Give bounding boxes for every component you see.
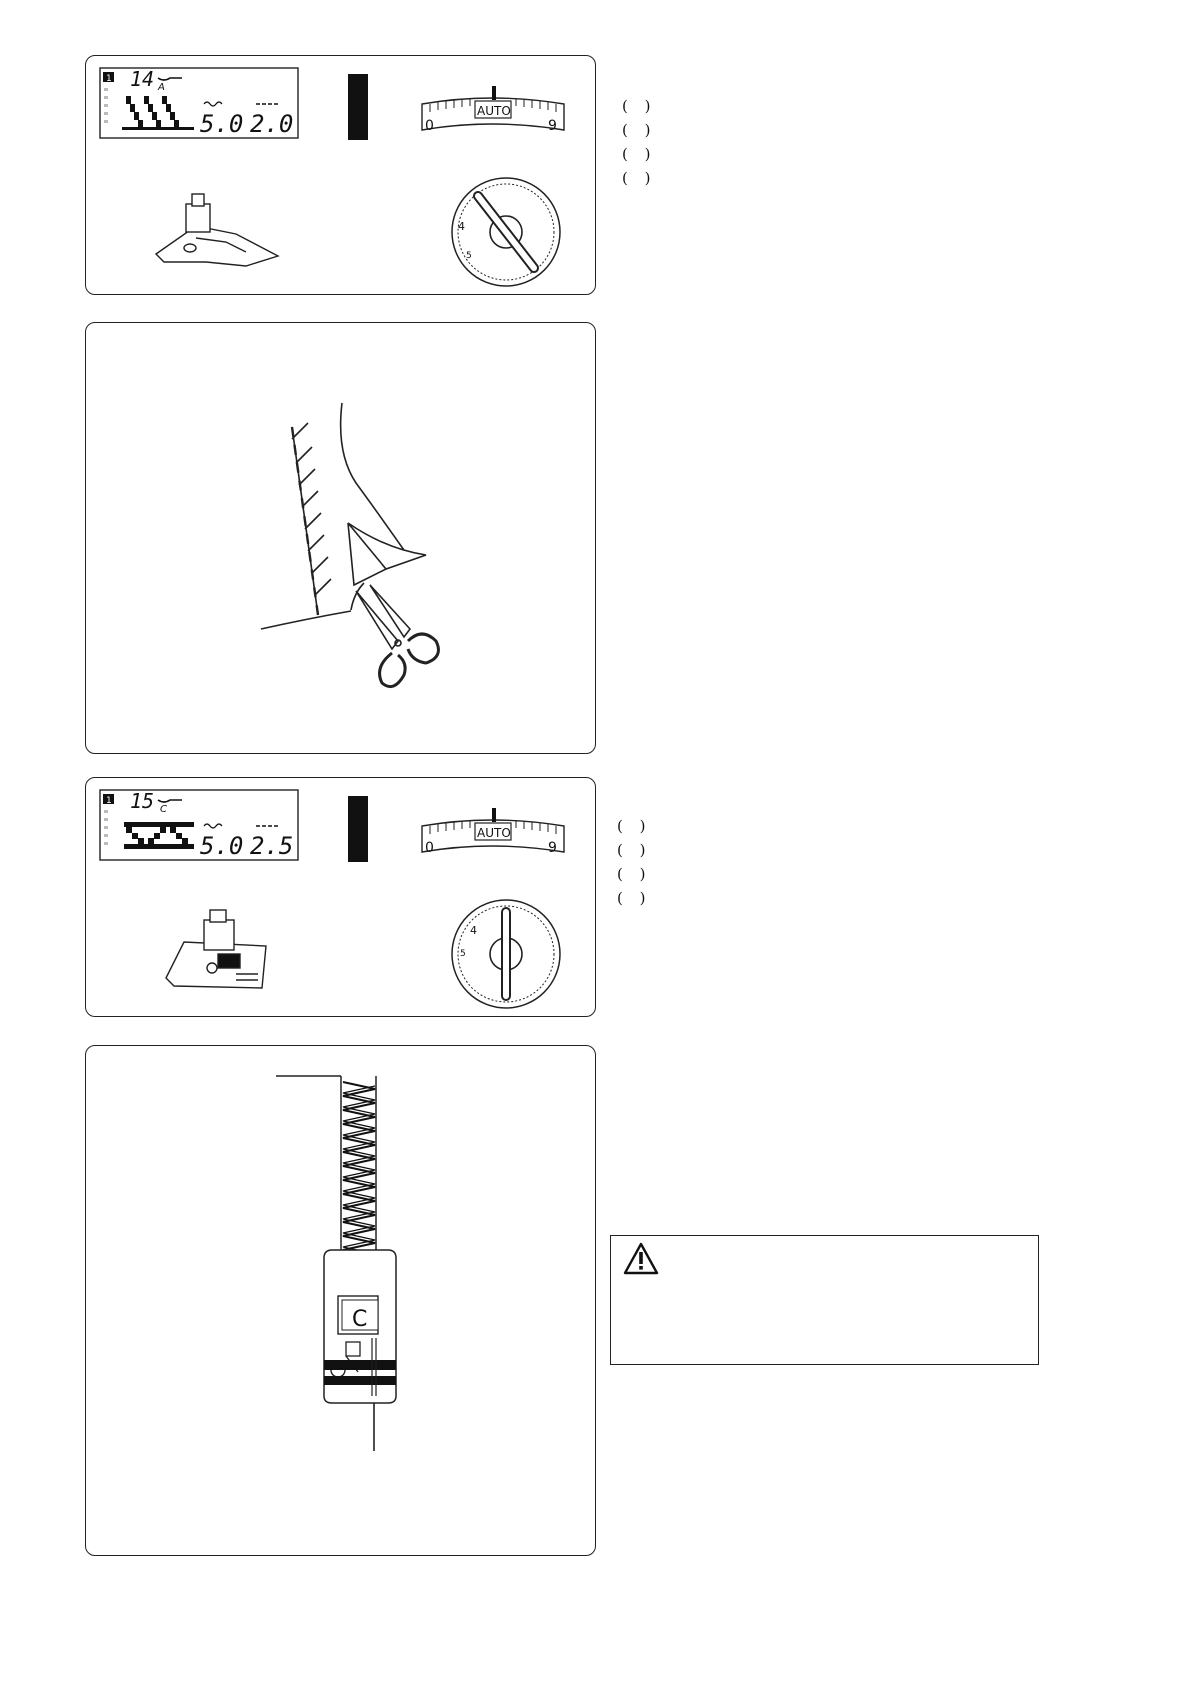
pattern-14-settings-panel (85, 55, 596, 295)
black-bar (348, 796, 368, 862)
stitch-length-knob (452, 178, 560, 286)
width-icon (204, 102, 222, 106)
warning-triangle-icon (623, 1242, 659, 1276)
dial-min-label: 0 (425, 840, 434, 856)
lcd-display (100, 67, 298, 138)
foot-c-icon (324, 1250, 396, 1403)
width-icon (204, 824, 222, 828)
paren-marker: ( ) (622, 97, 657, 115)
paren-marker: ( ) (622, 121, 657, 139)
lcd-foot-letter: C (160, 804, 167, 815)
paren-marker: ( ) (622, 169, 657, 187)
dial-max-label: 9 (548, 118, 557, 134)
dial-min-label: 0 (425, 118, 434, 134)
thread-icon (158, 78, 182, 80)
trimming-illustration-panel (85, 322, 596, 754)
knob-label-b: 5 (460, 949, 466, 959)
lcd-pattern-number: 14 (130, 67, 155, 91)
black-bar (348, 74, 368, 140)
thread-icon (158, 800, 182, 802)
lcd-width-value: 5.0 (200, 832, 244, 860)
knob-label-b: 5 (466, 251, 472, 261)
dial-max-label: 9 (548, 840, 557, 856)
pattern-14-illustration (86, 56, 597, 296)
dial-auto-label: AUTO (477, 104, 511, 118)
lcd-foot-letter: A (158, 82, 165, 93)
stitch-length-knob (452, 900, 560, 1008)
paren-marker: ( ) (617, 865, 652, 883)
tension-dial (422, 808, 564, 856)
knob-label-a: 4 (470, 924, 477, 937)
knob-label-a: 4 (458, 220, 465, 233)
presser-foot-a-icon (156, 194, 278, 266)
lcd-pattern-graphic (122, 96, 194, 130)
lcd-length-value: 2.0 (250, 110, 294, 138)
zigzag-stitch (343, 1082, 375, 1254)
lcd-display (100, 789, 298, 860)
overedge-foot-c-icon (166, 910, 266, 988)
overedge-sewing-panel (85, 1045, 596, 1556)
svg-text:1: 1 (106, 796, 112, 806)
pattern-15-illustration (86, 778, 597, 1018)
svg-text:1: 1 (106, 74, 112, 84)
paren-marker: ( ) (617, 889, 652, 907)
dial-auto-label: AUTO (477, 826, 511, 840)
caution-box (610, 1235, 1039, 1365)
paren-marker: ( ) (617, 817, 652, 835)
overedge-stitch-illustration (86, 1046, 597, 1557)
lcd-width-value: 5.0 (200, 110, 244, 138)
lcd-pattern-number: 15 (130, 789, 155, 813)
paren-marker: ( ) (622, 145, 657, 163)
paren-marker: ( ) (617, 841, 652, 859)
fabric-trimming-illustration (86, 323, 597, 755)
scissors-icon (356, 585, 438, 687)
foot-letter: C (352, 1307, 368, 1332)
tension-dial (422, 86, 564, 134)
lcd-length-value: 2.5 (250, 832, 294, 860)
pattern-15-settings-panel (85, 777, 596, 1017)
lcd-pattern-graphic (124, 822, 194, 849)
